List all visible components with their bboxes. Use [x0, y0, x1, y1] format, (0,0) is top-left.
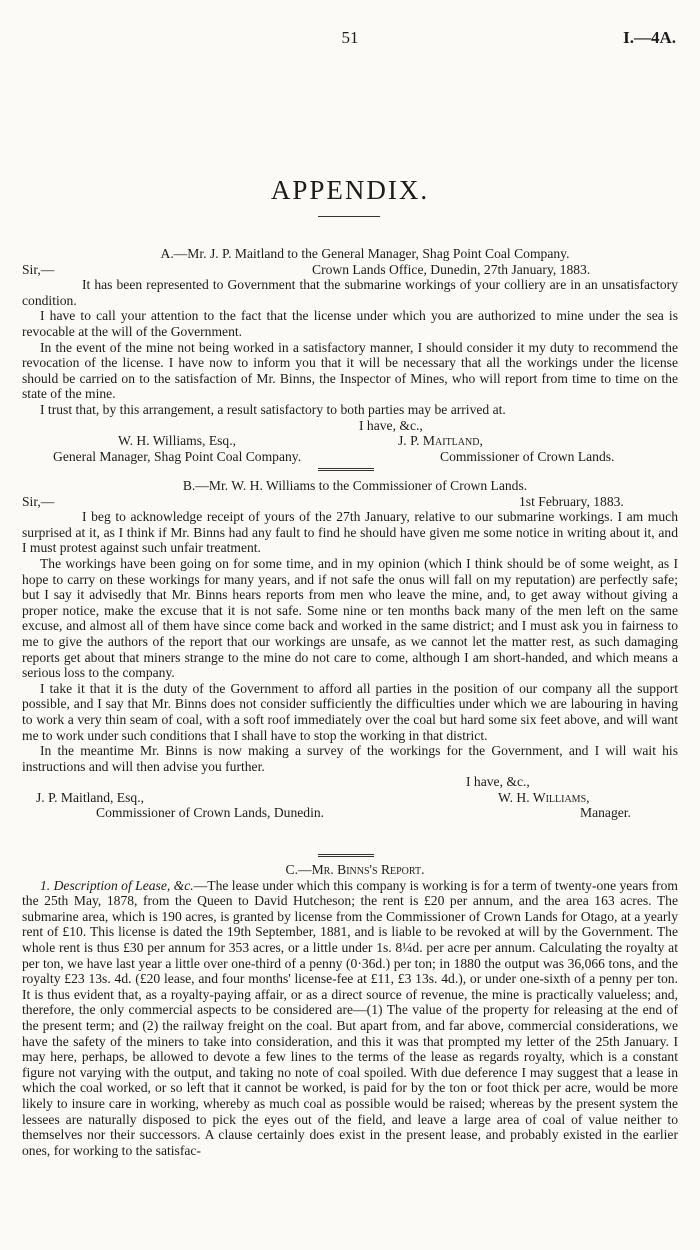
- letter-b: [22, 478, 678, 821]
- title-rule: [318, 216, 380, 217]
- appendix-title: APPENDIX.: [270, 175, 430, 205]
- letter-b-salutation: Sir,—: [22, 493, 55, 509]
- section-divider: [318, 854, 374, 857]
- letter-a-place-date: Crown Lands Office, Dunedin, 27th January, 1883.: [312, 261, 591, 277]
- report-c-paragraph: [22, 878, 678, 1159]
- letter-a-paragraph: I have to call your attention to the fact that the license under which you are authorized to mine under the sea is revocable at the will of the Government.: [22, 308, 678, 339]
- letter-a-signer-name: J. P. Maitland,: [398, 433, 483, 449]
- letter-b-signer-title: Manager.: [580, 805, 631, 821]
- letter-a-titles-row: [22, 449, 678, 465]
- letter-b-closing-row: [22, 774, 678, 790]
- letter-a-signer-title: Commissioner of Crown Lands.: [440, 448, 615, 464]
- letter-b-date: 1st February, 1883.: [519, 493, 624, 509]
- letter-a-closing-row: [22, 418, 678, 434]
- report-c-paragraph-text: —The lease under which this company is working is for a term of twenty-one years from the 25th May, 1878, from the Queen to David Hutcheson; the rent is £20 per annum, and the area 163 acres. The submarine area, which is 190 acres, is granted by license from the Commissioner of Crown Lands for Otago, at a yearly rent of £10. This license is dated the 19th September, 1881, and is liable to be revoked at will by the Government. The whole rent is thus £30 per annum for 353 acres, or a little under 1s. 8¼d. per acre per annum. Calculating the royalty at per ton, we have last year a little over one-third of a penny (0·36d.) per ton; in 1880 the output was 36,066 tons, and the royalty £23 13s. 4d. (£20 lease, and four months' license-fee at £11, £3 13s. 4d.), or under one-sixth of a penny per ton. It is thus evident that, as a royalty-paying affair, or as a direct source of revenue, the mine is practically valueless; and, therefore, the only commercial aspects to be considered are—(1) The value of the property for releasing at the end of the present term; and (2) the railway freight on the coal. But apart from, and far above, commercial considerations, we have the safety of the miners to take into consideration, and this it was that prompted my letter of the 25th January. I may here, perhaps, be allowed to devote a few lines to the terms of the lease as regards royalty, which is a constant figure not varying with the output, and taking no note of coal spoiled. With due deference I may suggest that a lease in which the coal worked, or so left that it cannot be worked, is paid for by the ton or foot thick per acre, would be more likely to insure care in working, whereby as much coal as possible would be raised; whereas by the present system the lessees are naturally disposed to pick the eyes out of the field, and leave a large area of coal of value neither to themselves nor their successors. A clause certainly does exist in the present lease, and probably existed in the earlier ones, for working to the satisfac-: [22, 877, 679, 1158]
- section-divider: [318, 468, 374, 471]
- letter-a-salutation: Sir,—: [22, 261, 55, 277]
- report-c-heading: C.—Mr. Binns's Report.: [285, 862, 425, 877]
- letter-a-salutation-row: [22, 262, 678, 278]
- letter-a-heading: A.—Mr. J. P. Maitland to the General Manager, Shag Point Coal Company.: [160, 246, 570, 261]
- document-reference: I.—4A.: [623, 28, 676, 47]
- letter-b-paragraph: I beg to acknowledge receipt of yours of the 27th January, relative to our submarine workings. I am much surprised at it, as I think if Mr. Binns had any fault to find he should have given me some notice in writing about it, and I must protest against such unfair treatment.: [22, 509, 678, 556]
- page-number: 51: [341, 28, 359, 47]
- letter-a-paragraph: In the event of the mine not being worked in a satisfactory manner, I should consider it my duty to recommend the revocation of the license. I have now to inform you that it will be necessary that all the workings under the license should be carried on to the satisfaction of Mr. Binns, the Inspector of Mines, who will report from time to time on the state of the mine.: [22, 339, 678, 402]
- letter-a-addressee-name: W. H. Williams, Esq.,: [118, 433, 237, 449]
- letter-b-closing: I have, &c.,: [466, 774, 530, 790]
- letter-a: [22, 246, 678, 464]
- report-c-section-label: 1. Description of Lease, &c.: [40, 877, 194, 893]
- letter-b-addressee-title: Commissioner of Crown Lands, Dunedin.: [96, 805, 325, 821]
- letter-b-addressee-name: J. P. Maitland, Esq.,: [36, 789, 144, 805]
- letter-a-paragraph: It has been represented to Government that the submarine workings of your colliery are in an unsatisfactory condition.: [22, 277, 678, 308]
- letter-b-paragraph: The workings have been going on for some time, and in my opinion (which I think should be of some weight, as I hope to carry on these workings for many years, and if not safe the onus will fall on my reputation) are perfectly safe; but I say it advisedly that Mr. Binns hears reports from men who leave the mine, and, to get away without giving a proper notice, make the excuse that it is not safe. Some nine or ten months back many of the men left on the same excuse, and almost all of them have since come back and worked in the same district; and I must ask you in fairness to me to give the authors of the report that our workings are unsafe, as we cannot let the matter rest, as such damaging reports get about that miners strange to the mine do not care to come, although I am short-handed, and which means a serious loss to the company.: [22, 555, 678, 681]
- letter-b-titles-row: [22, 805, 678, 821]
- letter-a-closing: I have, &c.,: [359, 417, 423, 433]
- letter-a-addressee-title: General Manager, Shag Point Coal Company.: [53, 448, 302, 464]
- letter-b-paragraph: I take it that it is the duty of the Government to afford all parties in the position of our company all the support possible, and I say that Mr. Binns does not consider sufficiently the difficulties under which we are labouring in having to work a very thin seam of coal, with a soft roof immediately over the coal but hard some six feet above, and will want me to work under such conditions that I shall have to stop the working in that district.: [22, 680, 678, 743]
- letter-a-paragraph: I trust that, by this arrangement, a result satisfactory to both parties may be arrived at.: [40, 401, 506, 417]
- letter-b-signer-name: W. H. Williams,: [498, 789, 590, 805]
- report-c: [22, 862, 678, 1158]
- letter-a-names-row: [22, 433, 678, 449]
- letter-b-salutation-row: [22, 494, 678, 510]
- letter-b-paragraph: In the meantime Mr. Binns is now making a survey of the workings for the Government, and I will wait his instructions and will then advise you further.: [22, 743, 678, 774]
- letter-b-heading: B.—Mr. W. H. Williams to the Commissioner of Crown Lands.: [182, 478, 528, 493]
- letter-b-names-row: [22, 790, 678, 806]
